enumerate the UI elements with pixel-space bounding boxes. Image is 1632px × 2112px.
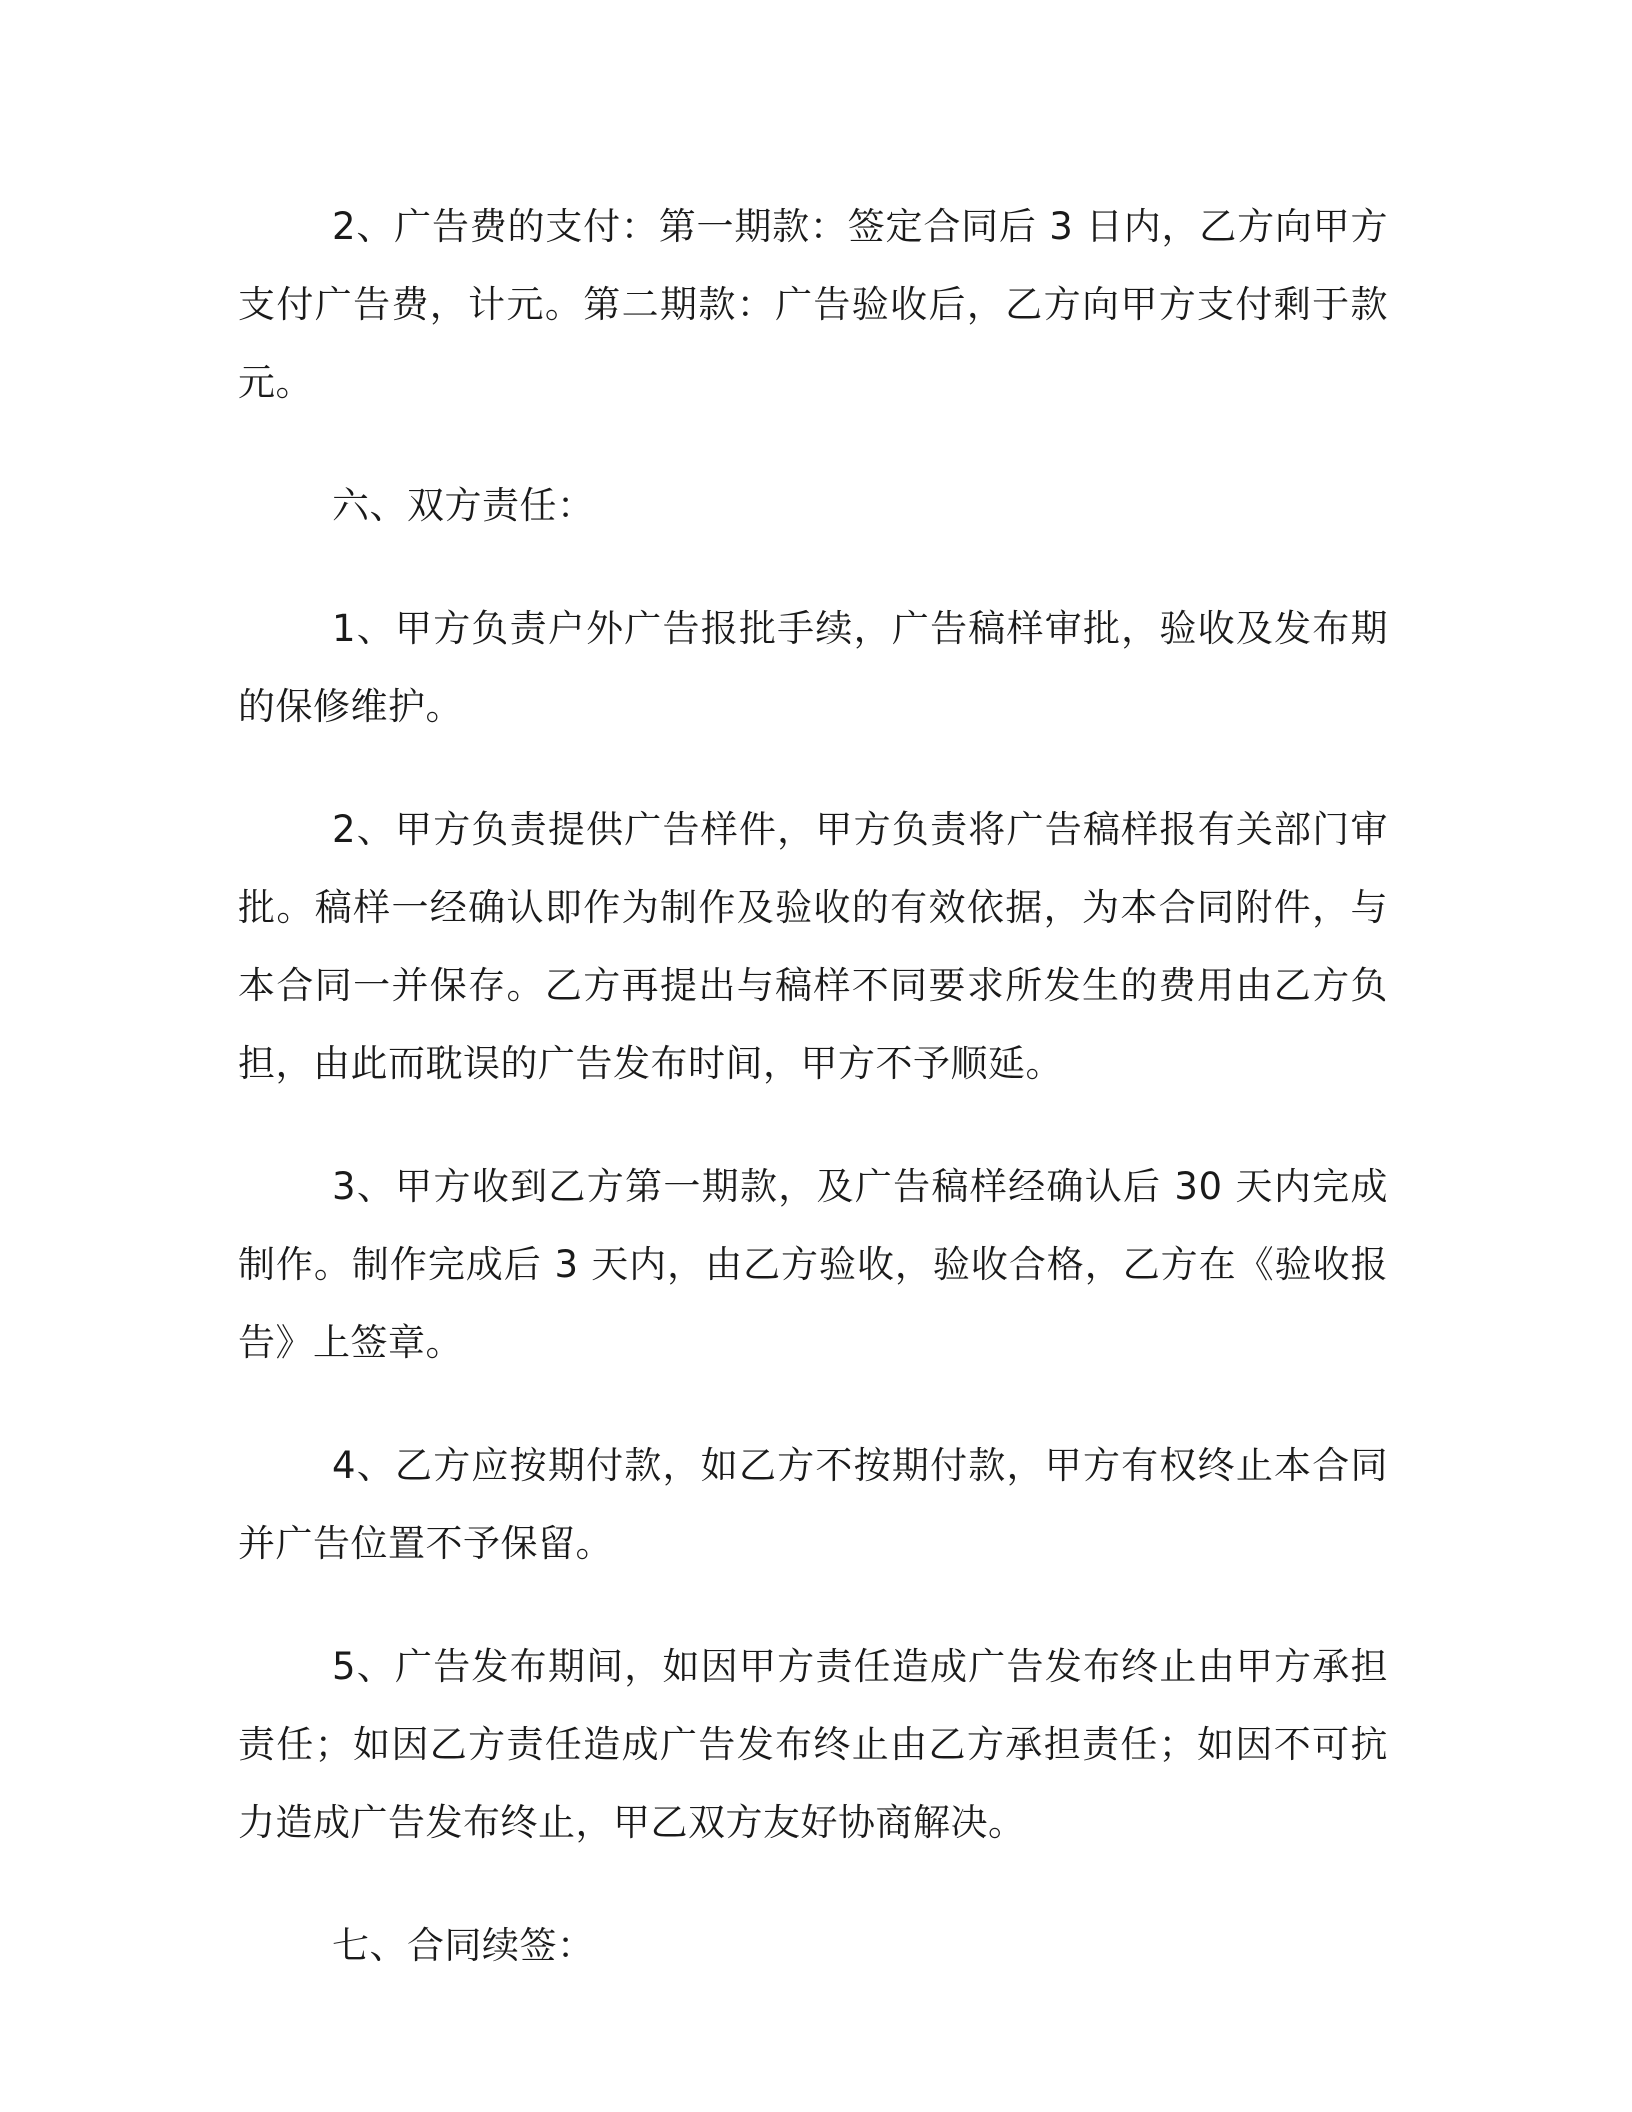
paragraph-duty-3: 3、甲方收到乙方第一期款，及广告稿样经确认后 30 天内完成制作。制作完成后 3 天内，由乙方验收，验收合格，乙方在《验收报告》上签章。 [238,1165,1388,1364]
paragraph-duty-4: 4、乙方应按期付款，如乙方不按期付款，甲方有权终止本合同并广告位置不予保留。 [238,1444,1388,1565]
paragraph-payment-terms: 2、广告费的支付：第一期款：签定合同后 3 日内，乙方向甲方支付广告费，计元。第二期款：广告验收后，乙方向甲方支付剩于款元。 [238,205,1388,404]
paragraph-duty-1: 1、甲方负责户外广告报批手续，广告稿样审批，验收及发布期的保修维护。 [238,607,1388,728]
section-heading-contract-renewal: 七、合同续签： [332,1924,595,1967]
paragraph-duty-2: 2、甲方负责提供广告样件，甲方负责将广告稿样报有关部门审批。稿样一经确认即作为制作及验收的有效依据，为本合同附件，与本合同一并保存。乙方再提出与稿样不同要求所发生的费用由乙方负担，由此而耽误的广告发布时间，甲方不予顺延。 [238,808,1388,1085]
section-heading-mutual-responsibilities: 六、双方责任： [332,484,595,527]
document-body [238,188,1388,2030]
paragraph-duty-5: 5、广告发布期间，如因甲方责任造成广告发布终止由甲方承担责任；如因乙方责任造成广告发布终止由乙方承担责任；如因不可抗力造成广告发布终止，甲乙双方友好协商解决。 [238,1645,1388,1844]
